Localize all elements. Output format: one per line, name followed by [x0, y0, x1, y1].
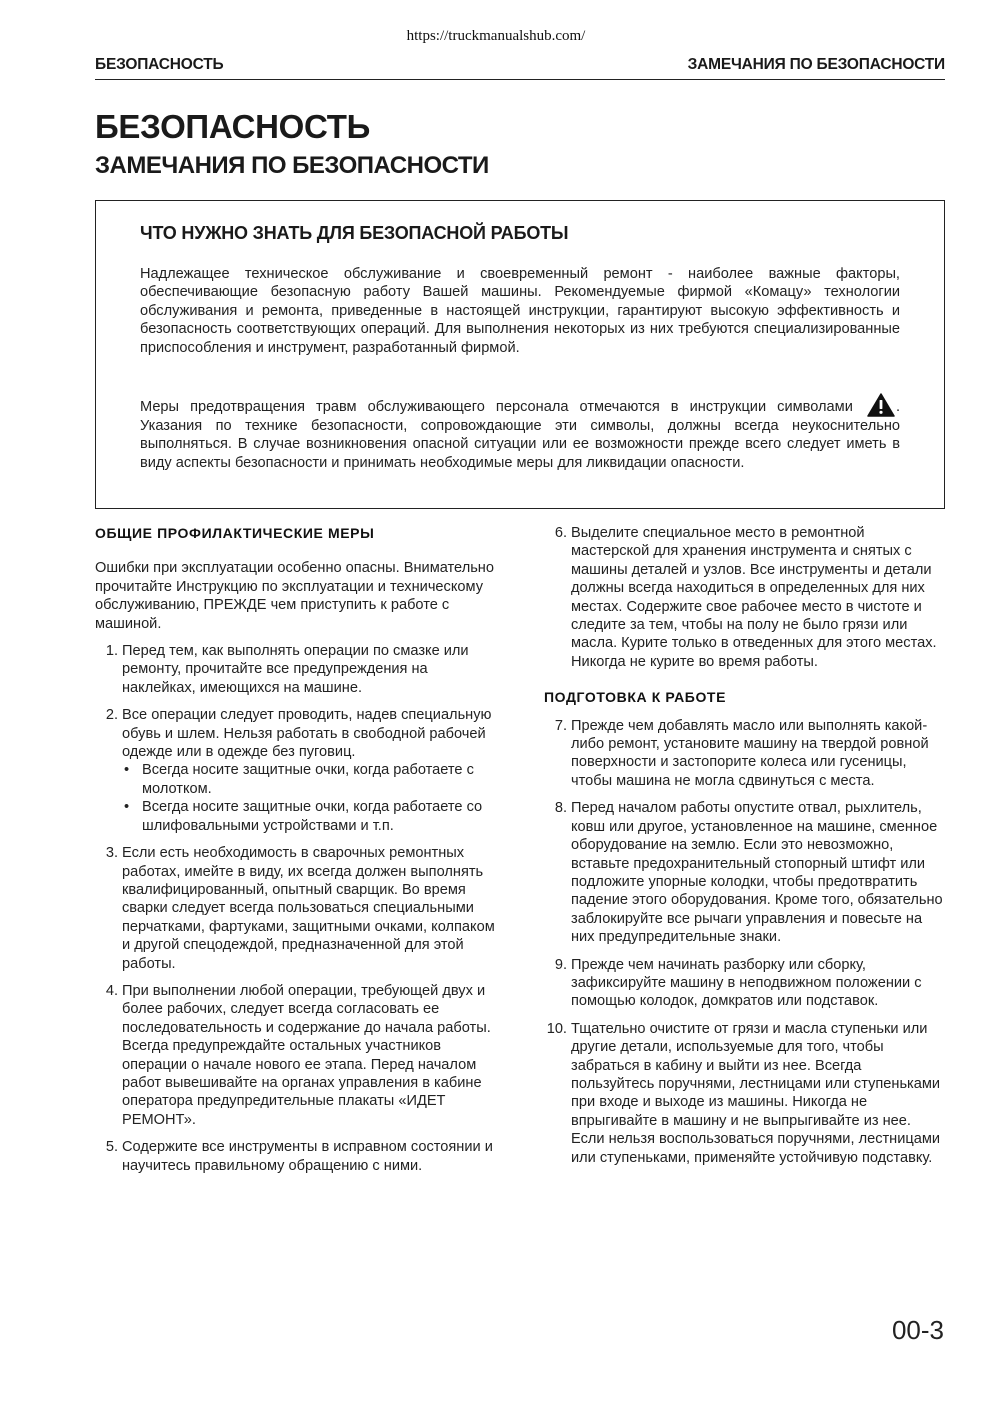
page-number: 00-3 — [891, 1315, 944, 1345]
bullet-item — [122, 798, 495, 835]
bullet-mark: • — [124, 762, 130, 779]
list-item — [95, 844, 495, 973]
item-number: 8. — [554, 800, 567, 817]
item-number: 9. — [554, 956, 567, 973]
safety-notice-box — [95, 200, 945, 509]
section-heading-general: ОБЩИЕ ПРОФИЛАКТИЧЕСКИЕ МЕРЫ — [95, 525, 375, 541]
page-subtitle: ЗАМЕЧАНИЯ ПО БЕЗОПАСНОСТИ — [95, 152, 489, 179]
item-text: Все операции следует проводить, надев специальную обувь и шлем. Нельзя работать в свободной рабочей одежде или в одежде без пуговиц. — [122, 707, 492, 761]
item-number: 4. — [105, 982, 118, 999]
notice-paragraph-2-end: . Указания по технике безопасности, сопровождающие эти символы, должны всегда неукоснительно выполняться. В случае возникновения опасной ситуации или ее возможности прежде всего следует иметь в виду аспекты безопасности и принимать необходимые меры для ликвидации опасности. — [140, 399, 900, 471]
item-number: 5. — [105, 1139, 118, 1156]
page-title: БЕЗОПАСНОСТЬ — [95, 108, 370, 145]
running-header-right: ЗАМЕЧАНИЯ ПО БЕЗОПАСНОСТИ — [687, 56, 945, 73]
warning-triangle-icon — [867, 393, 895, 417]
item-body — [122, 706, 495, 835]
list-item — [544, 717, 944, 791]
item-text: Прежде чем начинать разборку или сборку, зафиксируйте машину в неподвижном положении с помощью колодок, домкратов или подставок. — [571, 956, 922, 1010]
list-item — [95, 1138, 495, 1175]
notice-paragraph-1: Надлежащее техническое обслуживание и своевременный ремонт - наиболее важные факторы, обеспечивающие безопасную работу Вашей машины. Рекомендуемые фирмой «Комацу» технологии обслуживания и ремонта, приведенные в настоящей инструкции, гарантируют высокую эффективность и безопасность соответствующих операций. Для выполнения некоторых из них требуются специализированные приспособления и инструмент, разработанный фирмой. — [140, 266, 900, 356]
section-heading-preparation: ПОДГОТОВКА К РАБОТЕ — [544, 689, 727, 706]
item-number: 1. — [105, 643, 118, 660]
notice-title: ЧТО НУЖНО ЗНАТЬ ДЛЯ БЕЗОПАСНОЙ РАБОТЫ — [140, 223, 569, 243]
bullet-text: Всегда носите защитные очки, когда работаете с молотком. — [142, 762, 474, 797]
item-text: Тщательно очистите от грязи и масла ступеньки или другие детали, используемые для того, чтобы забраться в кабину и выйти из нее. Всегда пользуйтесь поручнями, лестницами или ступеньками при входе и выходе из машины. Никогда не впрыгивайте в машину и не выпрыгивайте из нее. Если нельзя воспользоваться поручнями, лестницами или ступеньками, применяйте устойчивую подставку. — [571, 1020, 941, 1166]
item-text: Перед началом работы опустите отвал, рыхлитель, ковш или другое, установленное на машине, сменное оборудование на землю. Если это невозможно, вставьте предохранительный стопорный штифт или подложите упорные колодки, чтобы предотвратить падение этого оборудования. Кроме того, обязательно заблокируйте все рычаги управления и повесьте на них предупредительные знаки. — [571, 800, 943, 946]
bullet-mark: • — [124, 799, 130, 816]
bullet-item — [122, 761, 495, 798]
source-url: https://truckmanualshub.com/ — [406, 28, 586, 44]
left-column — [95, 524, 495, 1175]
item-text: Перед тем, как выполнять операции по смазке или ремонту, прочитайте все предупреждения на наклейках, имеющихся на машине. — [122, 643, 469, 696]
running-header-left: БЕЗОПАСНОСТЬ — [95, 56, 224, 73]
list-item — [95, 982, 495, 1129]
item-number: 2. — [105, 707, 118, 724]
running-header — [95, 56, 945, 80]
item-number: 3. — [105, 845, 118, 862]
item-text: Выделите специальное место в ремонтной мастерской для хранения инструмента и снятых с машины деталей и узлов. Все инструменты и детали должны всегда находиться в определенных для них местах. Содержите свое рабочее место в чистоте и следите за тем, чтобы на полу не было грязи или масла. Курите только в отведенных для этого местах. Никогда не курите во время работы. — [571, 525, 937, 670]
notice-paragraph-2-start: Меры предотвращения травм обслуживающего персонала отмечаются в инструкции символами — [140, 399, 853, 415]
item-number: 6. — [554, 525, 567, 541]
item-text: Содержите все инструменты в исправном состоянии и научитесь правильному обращению с ними. — [122, 1139, 493, 1174]
notice-paragraph-2 — [140, 393, 900, 472]
list-item — [544, 524, 944, 671]
item-text: При выполнении любой операции, требующей двух и более рабочих, следует всегда согласовать ее последовательность и содержание до начала работы. Всегда предупреждайте остальных участников операции о начале нового ее этапа. Перед началом работ вывешивайте на органах управления в кабине оператора предупредительные плакаты «ИДЕТ РЕМОНТ». — [122, 982, 491, 1128]
list-item — [95, 642, 495, 697]
bullet-text: Всегда носите защитные очки, когда работаете со шлифовальными устройствами и т.п. — [142, 799, 483, 834]
general-intro: Ошибки при эксплуатации особенно опасны. Внимательно прочитайте Инструкцию по эксплуатации и техническому обслуживанию, ПРЕЖДЕ чем приступить к работе с машиной. — [95, 560, 494, 632]
list-item — [95, 706, 495, 835]
item-text: Прежде чем добавлять масло или выполнять какой-либо ремонт, установите машину на твердой ровной поверхности и застопорите колеса или гусеницы, чтобы машина не могла сдвинуться с места. — [571, 717, 929, 789]
item-number: 10. — [546, 1020, 567, 1037]
item-text: Если есть необходимость в сварочных ремонтных работах, имейте в виду, их всегда должен выполнять квалифицированный, опытный сварщик. Во время сварки следует всегда пользоваться специальными перчатками, фартуками, защитными очками, колпаком и другой спецодеждой, предназначенной для этой работы. — [122, 845, 495, 972]
list-item — [544, 1020, 944, 1167]
item-number: 7. — [554, 717, 567, 734]
right-column — [544, 524, 944, 1167]
list-item — [544, 799, 944, 946]
list-item — [544, 956, 944, 1011]
bullet-list — [122, 761, 495, 835]
